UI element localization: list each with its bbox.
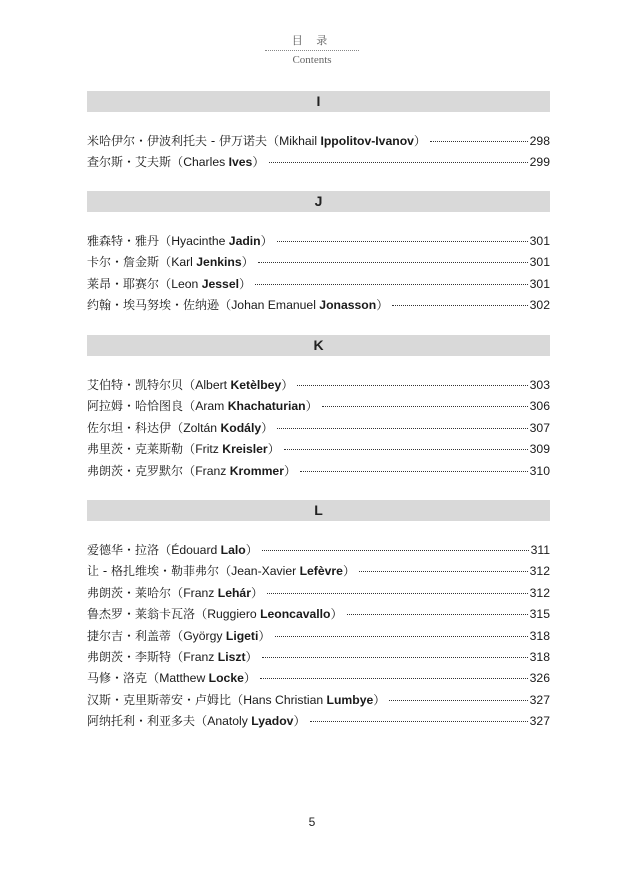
entry-chinese-name: 捷尔吉・利盖蒂 [87,628,172,643]
toc-entry[interactable] [87,626,550,647]
close-paren: ） [260,234,273,248]
section-letter-heading: J [87,191,550,212]
entry-given-name: Mikhail [279,134,321,148]
open-paren: （ [231,692,244,707]
entry-name [87,295,388,316]
entry-given-name: Matthew [159,671,209,686]
entry-chinese-name: 让 - 格扎维埃・勒菲弗尔 [87,564,219,579]
entry-page-number: 302 [529,298,550,313]
dot-leader [275,636,528,637]
entry-given-name: Franz [183,585,218,600]
open-paren: （ [183,378,196,392]
section-letter-heading: L [87,500,550,521]
entry-chinese-name: 汉斯・克里斯蒂安・卢姆比 [87,692,232,707]
entry-surname: Lalo [220,543,246,557]
dot-leader [255,284,527,285]
entry-page-number: 315 [529,607,550,622]
section-letter-heading: K [87,335,550,356]
close-paren: ） [252,155,265,170]
entry-surname: Ippolitov-Ivanov [320,134,414,148]
dot-leader [347,614,528,615]
open-paren: （ [159,255,172,270]
entry-given-name: Albert [195,378,231,392]
entry-given-name: Anatoly [207,714,252,729]
toc-entry[interactable] [87,461,550,482]
entry-chinese-name: 弗朗茨・克罗默尔 [87,463,184,478]
open-paren: （ [171,585,184,600]
close-paren: ） [305,399,318,414]
section-0 [87,91,550,174]
entry-name [87,418,273,439]
close-paren: ） [330,607,343,622]
entry-page-number: 326 [529,671,550,686]
entry-surname: Ives [228,155,253,170]
entry-chinese-name: 弗朗茨・莱哈尔 [87,585,172,600]
entry-page-number: 299 [529,155,550,170]
entry-given-name: Hans Christian [243,692,327,707]
entry-name [87,668,256,689]
dot-leader [322,406,528,407]
entry-page-number: 318 [529,649,550,664]
entry-name [87,375,293,396]
open-paren: （ [183,442,196,457]
toc-entry[interactable] [87,711,550,732]
entry-name [87,252,254,273]
entry-page-number: 312 [529,585,550,600]
toc-entry[interactable] [87,418,550,439]
dot-leader [277,428,527,429]
entry-name [87,561,355,582]
page-number: 5 [308,815,316,829]
contents-title-zh: 目 录 [291,34,333,47]
entry-given-name: Johan Emanuel [231,298,320,313]
open-paren: （ [171,155,184,170]
entry-name [87,540,258,561]
section-3 [87,500,550,733]
entry-chinese-name: 阿纳托利・利亚多夫 [87,714,196,729]
entry-name [87,152,265,173]
entry-given-name: Franz [183,649,218,664]
toc-entry[interactable] [87,439,550,460]
contents-title-en: Contents [292,54,332,66]
toc-entry[interactable] [87,252,550,273]
entry-surname: Ketèlbey [230,378,282,392]
entry-page-number: 301 [529,276,550,291]
page-header [0,34,624,66]
close-paren: ） [261,420,274,435]
entry-chinese-name: 弗朗茨・李斯特 [87,649,172,664]
entry-given-name: Karl [171,255,197,270]
entry-given-name: Aram [195,399,228,414]
toc-entry[interactable] [87,668,550,689]
entry-surname: Liszt [217,649,246,664]
dot-leader [284,449,528,450]
entry-chinese-name: 爱德华・拉洛 [87,543,160,557]
section-2 [87,335,550,482]
entry-surname: Lehár [217,585,251,600]
entry-name [87,690,385,711]
entry-name [87,274,251,295]
entry-page-number: 301 [529,234,550,248]
open-paren: （ [219,298,232,313]
entry-given-name: Charles [183,155,229,170]
header-dotted-rule [265,50,359,51]
open-paren: （ [171,628,184,643]
entry-surname: Kodály [220,420,262,435]
entry-surname: Lumbye [326,692,374,707]
close-paren: ） [413,134,427,148]
entry-page-number: 301 [529,255,550,270]
entry-given-name: György [183,628,226,643]
close-paren: ） [243,671,257,686]
toc-entry[interactable] [87,396,550,417]
open-paren: （ [195,607,208,622]
entry-name [87,604,343,625]
entry-page-number: 298 [529,134,550,148]
entry-name [87,131,426,152]
toc-entry[interactable] [87,604,550,625]
close-paren: ） [245,649,258,664]
entry-chinese-name: 鲁杰罗・莱翁卡瓦洛 [87,607,196,622]
entry-given-name: Hyacinthe [171,234,229,248]
section-letter-heading: I [87,91,550,112]
entry-list [87,540,550,733]
entry-chinese-name: 雅森特・雅丹 [87,234,160,248]
toc-entry[interactable] [87,295,550,316]
entry-surname: Khachaturian [227,399,306,414]
entry-page-number: 307 [529,420,550,435]
open-paren: （ [218,564,232,579]
entry-given-name: Ruggiero [207,607,261,622]
entry-chinese-name: 约翰・埃马努埃・佐纳逊 [87,298,220,313]
entry-name [87,439,280,460]
close-paren: ） [373,692,386,707]
toc-entry[interactable] [87,647,550,668]
close-paren: ） [376,298,389,313]
dot-leader [297,385,527,386]
dot-leader [310,721,528,722]
dot-leader [262,550,529,551]
entry-list [87,131,550,174]
entry-surname: Jessel [201,276,239,291]
open-paren: （ [159,276,172,291]
toc-entry[interactable] [87,131,550,152]
entry-chinese-name: 米哈伊尔・伊波利托夫 - 伊万诺夫 [87,134,267,148]
entry-surname: Ligeti [225,628,259,643]
entry-page-number: 327 [529,692,550,707]
entry-given-name: Édouard [171,543,221,557]
entry-list [87,231,550,317]
close-paren: ） [250,585,264,600]
entry-chinese-name: 弗里茨・克莱斯勒 [87,442,184,457]
close-paren: ） [293,714,306,729]
close-paren: ） [245,543,258,557]
entry-given-name: Fritz [195,442,223,457]
entry-surname: Lefèvre [299,564,343,579]
section-1 [87,191,550,317]
open-paren: （ [183,463,196,478]
dot-leader [430,141,528,142]
entry-page-number: 327 [529,714,550,729]
toc-entry[interactable] [87,561,550,582]
open-paren: （ [147,671,160,686]
open-paren: （ [171,420,184,435]
dot-leader [300,471,528,472]
entry-surname: Leoncavallo [260,607,331,622]
entry-name [87,231,273,252]
dot-leader [262,657,528,658]
close-paren: ） [241,255,254,270]
open-paren: （ [159,543,172,557]
entry-page-number: 311 [530,543,550,557]
entry-chinese-name: 艾伯特・凯特尔贝 [87,378,184,392]
close-paren: ） [238,276,252,291]
entry-name [87,583,263,604]
toc-entry[interactable] [87,152,550,173]
dot-leader [277,241,528,242]
toc-entry[interactable] [87,375,550,396]
open-paren: （ [171,649,184,664]
entry-chinese-name: 卡尔・詹金斯 [87,255,160,270]
toc-entry[interactable] [87,274,550,295]
entry-page-number: 306 [529,399,550,414]
entry-given-name: Leon [171,276,202,291]
entry-surname: Jenkins [196,255,242,270]
dot-leader [260,678,528,679]
entry-chinese-name: 查尔斯・艾夫斯 [87,155,172,170]
close-paren: ） [281,378,294,392]
toc-entry[interactable] [87,583,550,604]
entry-chinese-name: 佐尔坦・科达伊 [87,420,172,435]
entry-name [87,711,306,732]
entry-surname: Locke [208,671,244,686]
close-paren: ） [267,442,280,457]
open-paren: （ [183,399,196,414]
entry-name [87,626,271,647]
dot-leader [267,593,528,594]
entry-name [87,461,296,482]
open-paren: （ [195,714,208,729]
close-paren: ） [258,628,271,643]
open-paren: （ [266,134,280,148]
entry-given-name: Franz [195,463,230,478]
dot-leader [389,700,527,701]
entry-given-name: Jean-Xavier [231,564,300,579]
entry-chinese-name: 马修・洛克 [87,671,148,686]
entry-chinese-name: 莱昂・耶赛尔 [87,276,160,291]
entry-page-number: 312 [529,564,550,579]
entry-name [87,396,318,417]
toc-entry[interactable] [87,540,550,561]
entry-surname: Kreisler [222,442,268,457]
entry-given-name: Zoltán [183,420,221,435]
dot-leader [392,305,527,306]
open-paren: （ [159,234,172,248]
entry-surname: Krommer [229,463,284,478]
toc-entry[interactable] [87,231,550,252]
entry-page-number: 309 [529,442,550,457]
entry-page-number: 318 [529,628,550,643]
dot-leader [269,162,528,163]
entry-surname: Jonasson [319,298,377,313]
entry-list [87,375,550,482]
entry-chinese-name: 阿拉姆・哈恰图良 [87,399,184,414]
toc-entry[interactable] [87,690,550,711]
entry-surname: Lyadov [251,714,294,729]
close-paren: ） [342,564,356,579]
entry-surname: Jadin [228,234,261,248]
dot-leader [359,571,528,572]
entry-page-number: 310 [529,463,550,478]
entry-name [87,647,258,668]
entry-page-number: 303 [529,378,550,392]
close-paren: ） [283,463,297,478]
dot-leader [258,262,528,263]
